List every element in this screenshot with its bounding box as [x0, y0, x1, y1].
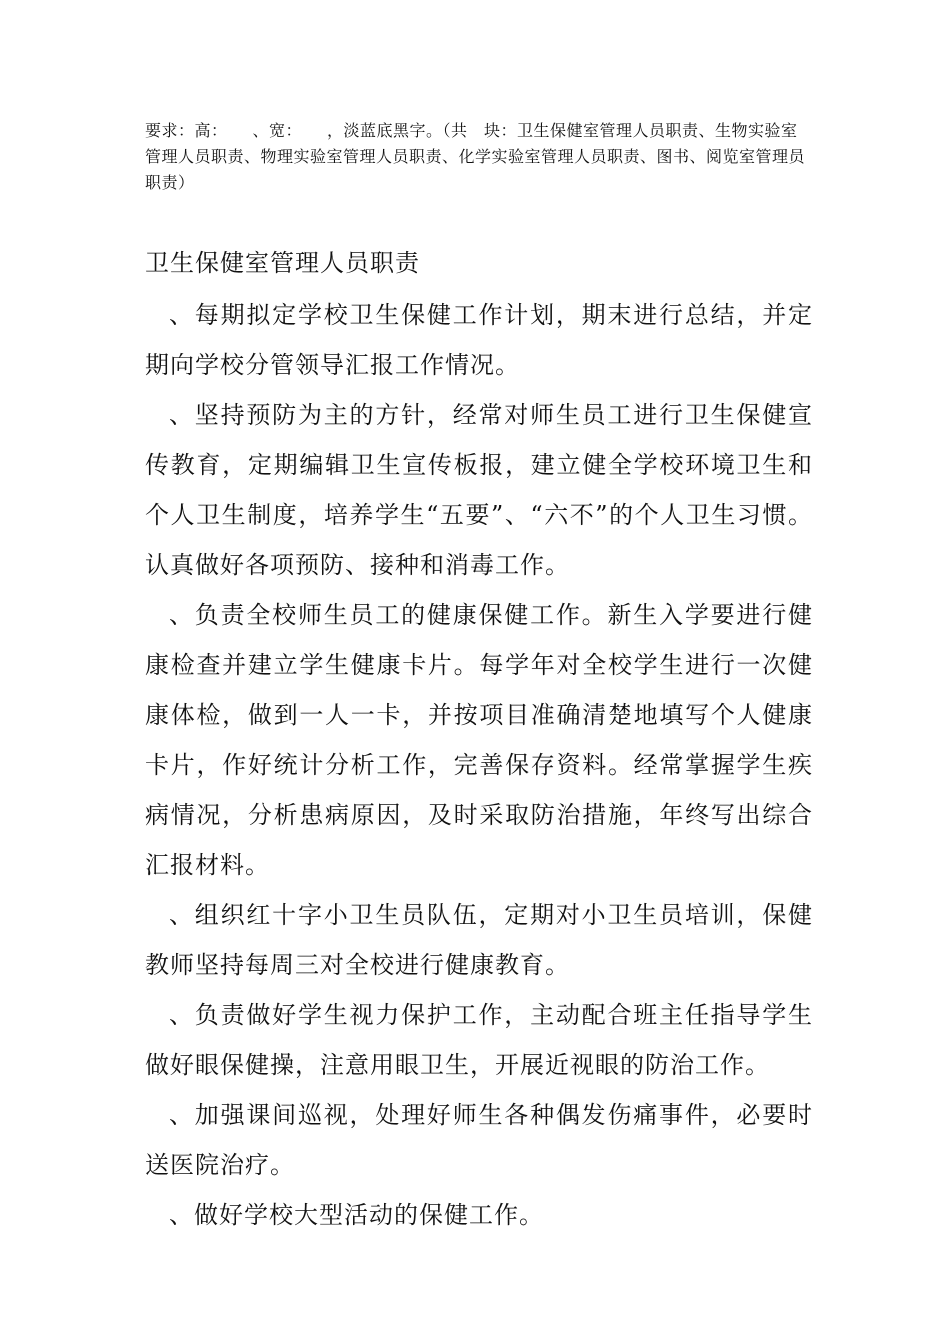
duty-item-7: 、做好学校大型活动的保健工作。	[169, 1201, 544, 1229]
duty-item-5: 、负责做好学生视力保护工作，主动配合班主任指导学生做好眼保健操，注意用眼卫生，开展近视眼的防治工作。	[145, 1001, 813, 1079]
duty-list	[145, 290, 813, 1240]
requirement-note: 要求：高： 、宽： ，淡蓝底黑字。（共 块：卫生保健室管理人员职责、生物实验室管理人员职责、物理实验室管理人员职责、化学实验室管理人员职责、图书、阅览室管理员职责）	[145, 121, 806, 192]
duty-item-4: 、组织红十字小卫生员队伍，定期对小卫生员培训，保健教师坚持每周三对全校进行健康教育。	[145, 901, 813, 979]
section-title: 卫生保健室管理人员职责	[145, 249, 420, 277]
duty-item-3: 、负责全校师生员工的健康保健工作。新生入学要进行健康检查并建立学生健康卡片。每学年对全校学生进行一次健康体检，做到一人一卡，并按项目准确清楚地填写个人健康卡片，作好统计分析工作，完善保存资料。经常掌握学生疾病情况，分析患病原因，及时采取防治措施，年终写出综合汇报材料。	[145, 601, 813, 879]
duty-item-2: 、坚持预防为主的方针，经常对师生员工进行卫生保健宣传教育，定期编辑卫生宣传板报，建立健全学校环境卫生和个人卫生制度，培养学生“五要”、“六不”的个人卫生习惯。认真做好各项预防、接种和消毒工作。	[145, 401, 813, 579]
duty-item-6: 、加强课间巡视，处理好师生各种偶发伤痛事件，必要时送医院治疗。	[145, 1101, 813, 1179]
duty-item-1: 、每期拟定学校卫生保健工作计划，期末进行总结，并定期向学校分管领导汇报工作情况。	[145, 301, 813, 379]
